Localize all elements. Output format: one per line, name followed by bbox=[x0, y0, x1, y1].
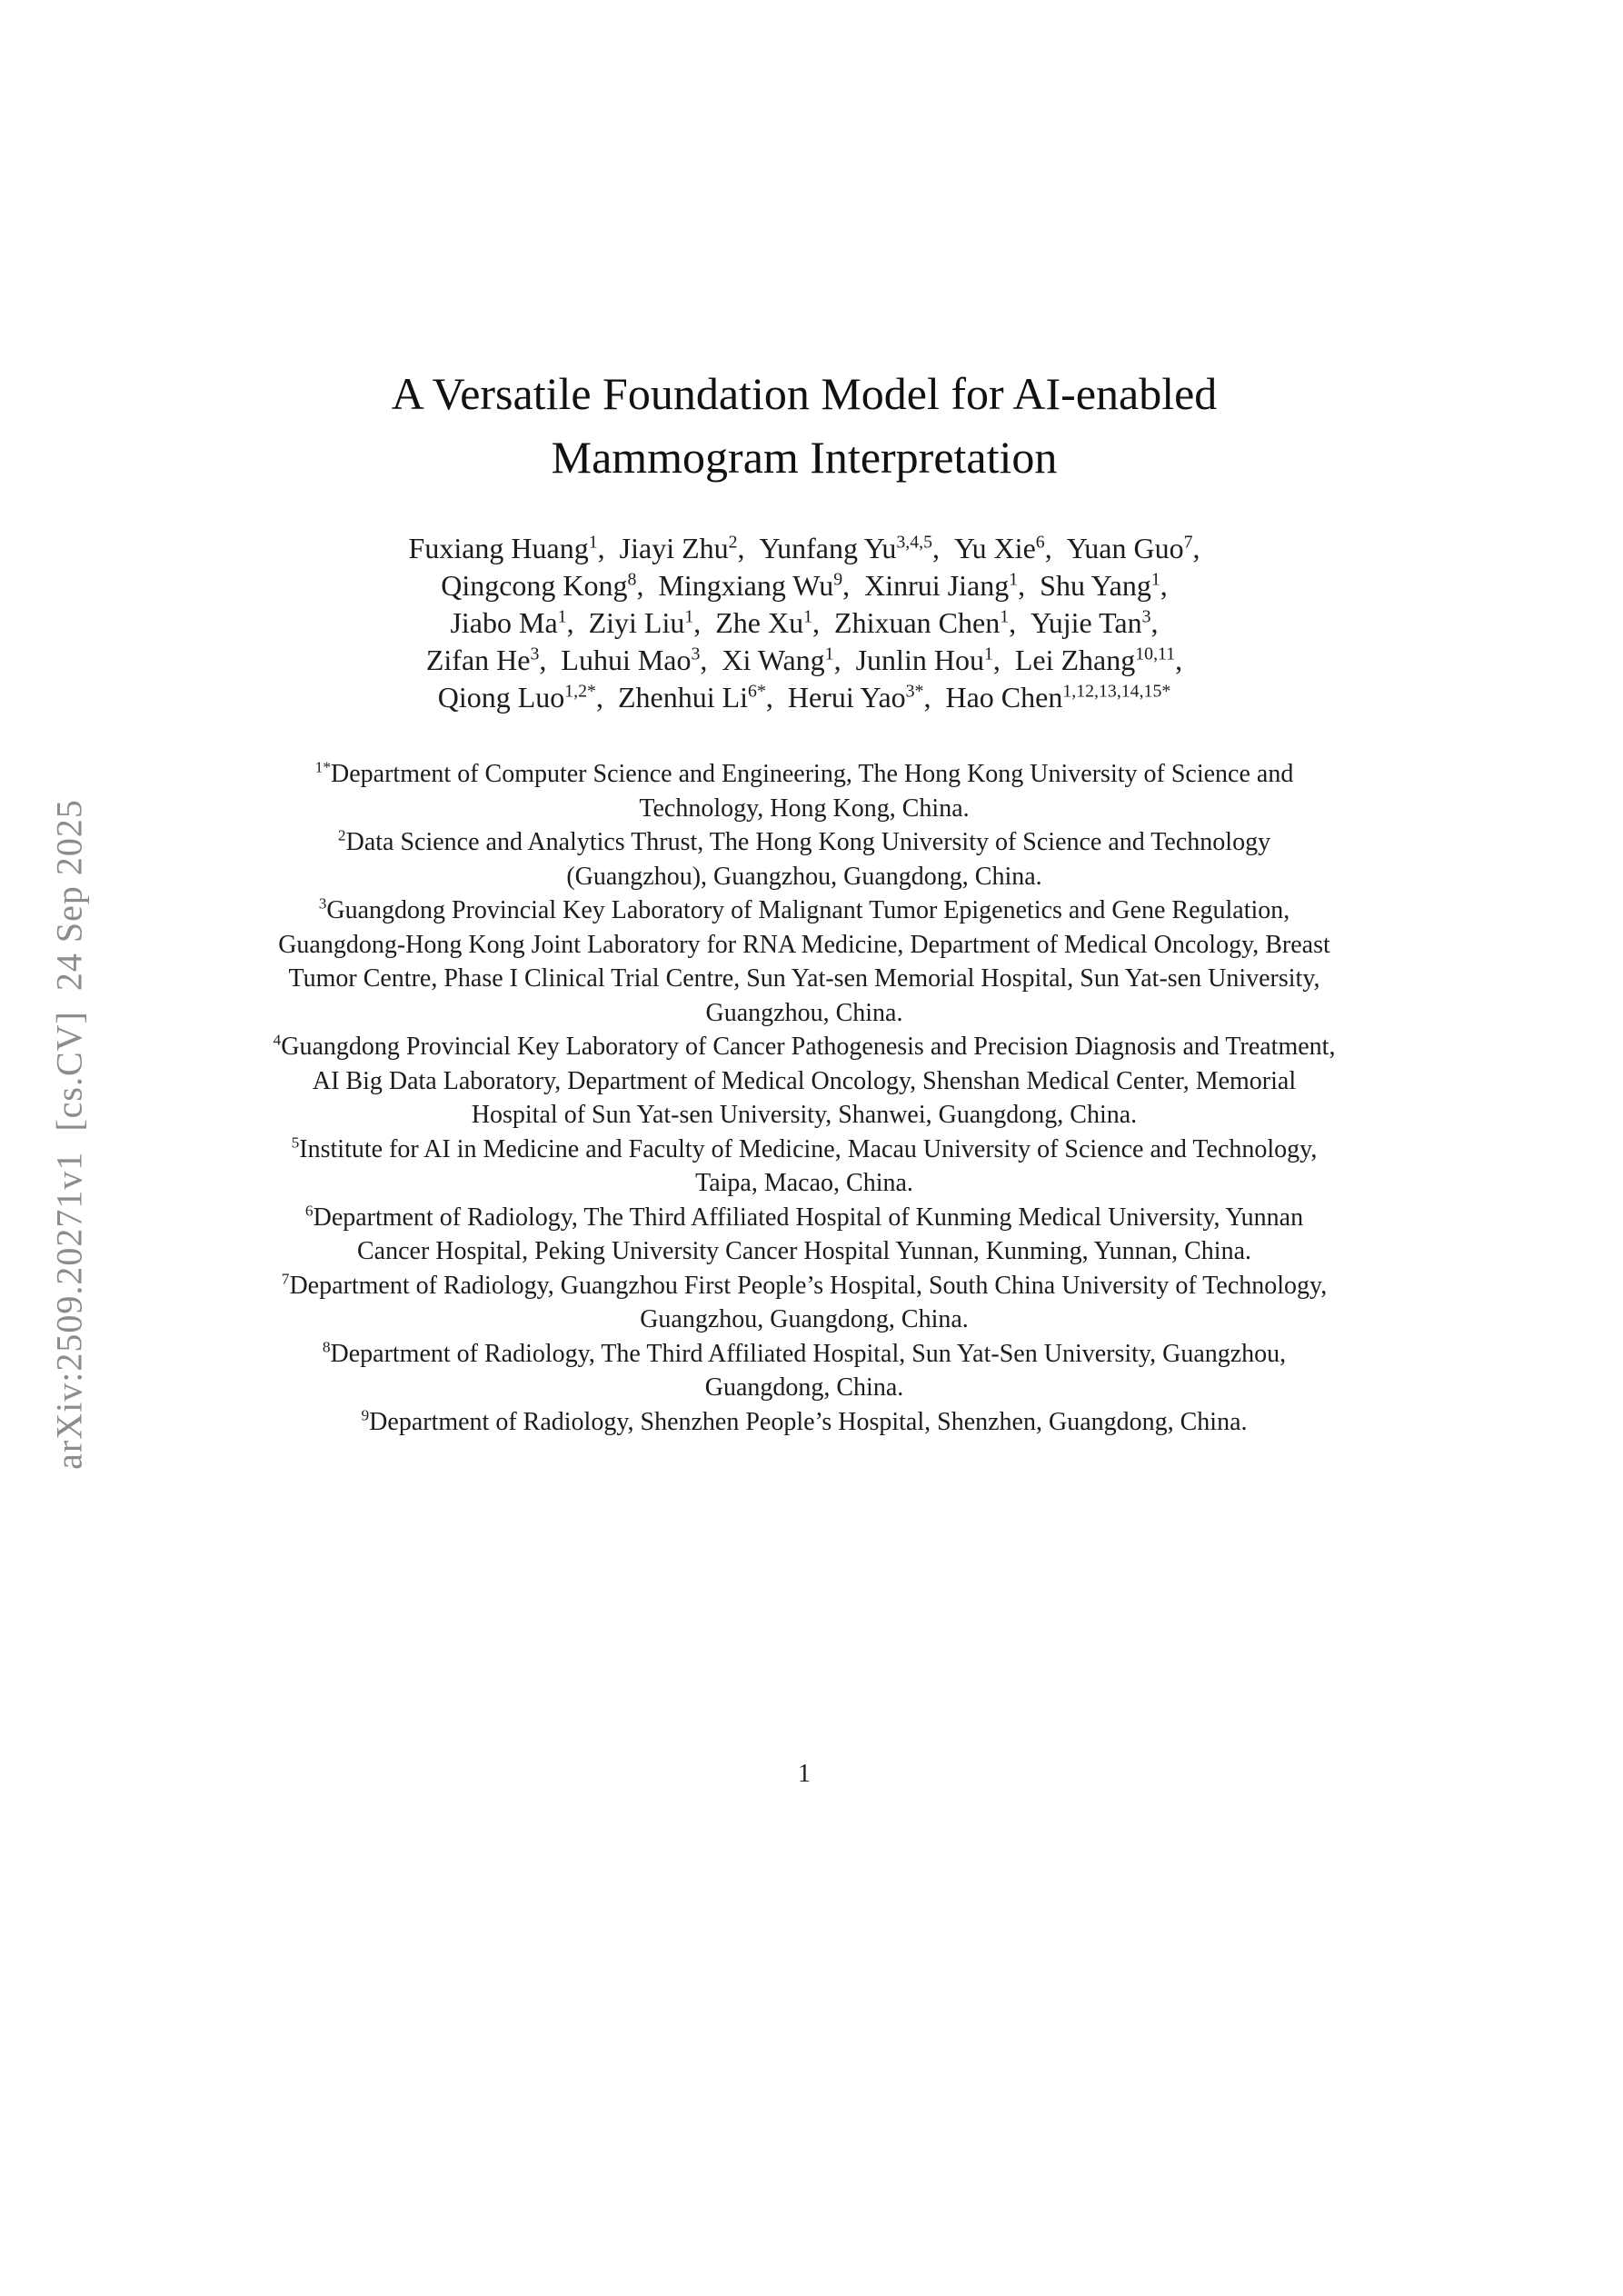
author-separator: , bbox=[992, 644, 1015, 676]
arxiv-stamp: arXiv:2509.20271v1 [cs.CV] 24 Sep 2025 bbox=[48, 799, 90, 1470]
author-name: Luhui Mao bbox=[561, 644, 692, 676]
author-separator: , bbox=[1009, 606, 1031, 639]
affiliation: $^3$Guangdong Provincial Key Laboratory of Malignant Tumor Epigenetics and Gene Regulation, Guangdong-Hong Kong Joint Laboratory for RNA Medicine, Department of Medical Oncology, Breast Tumor Centre, Phase I Clinical Trial Centre, Sun Yat-sen Memorial Hospital, Sun Yat-sen University, Guangzhou, China. bbox=[278, 894, 1330, 1027]
author-affiliation-marker: 8 bbox=[627, 569, 637, 590]
author-line bbox=[273, 567, 1336, 604]
author-affiliation-marker: 9 bbox=[833, 569, 843, 590]
affiliation: $^6$Department of Radiology, The Third Affiliated Hospital of Kunming Medical University, Yunnan Cancer Hospital, Peking University Cancer Hospital Yunnan, Kunming, Yunnan, China. bbox=[304, 1202, 1304, 1265]
author-separator: , bbox=[1018, 569, 1041, 602]
affiliation: $^2$Data Science and Analytics Thrust, The Hong Kong University of Science and Technology (Guangzhou), Guangzhou, Guangdong, China. bbox=[337, 826, 1271, 891]
affiliation: $^7$Department of Radiology, Guangzhou First People’s Hospital, South China University of Technology, Guangzhou, Guangdong, China. bbox=[281, 1270, 1328, 1333]
affiliation: $^{1*}$Department of Computer Science and Engineering, The Hong Kong University of Science and Technology, Hong Kong, China. bbox=[314, 758, 1294, 823]
author-affiliation-marker: 3 bbox=[1141, 606, 1151, 627]
affiliation-number: 4 bbox=[273, 1031, 282, 1049]
author-separator: , bbox=[597, 532, 620, 564]
author-name: Jiayi Zhu bbox=[619, 532, 729, 564]
affiliation-number: 9 bbox=[361, 1406, 370, 1424]
author-separator: , bbox=[737, 532, 760, 564]
author-name: Yujie Tan bbox=[1031, 606, 1142, 639]
author-separator: , bbox=[812, 606, 835, 639]
author-affiliation-marker: 1 bbox=[684, 606, 694, 627]
author-affiliation-marker: 6 bbox=[1035, 532, 1045, 553]
author-affiliation-marker: 3,4,5 bbox=[896, 532, 932, 553]
author-name: Qingcong Kong bbox=[441, 569, 628, 602]
author-separator: , bbox=[700, 644, 722, 676]
author-separator: , bbox=[566, 606, 589, 639]
page-number: 1 bbox=[798, 1760, 811, 1788]
affiliation-number: 3 bbox=[318, 894, 327, 913]
paper-title-line1: A Versatile Foundation Model for AI-enabled bbox=[391, 368, 1218, 419]
author-separator: , bbox=[923, 681, 946, 714]
affiliation-number: 5 bbox=[291, 1133, 300, 1152]
author-affiliation-marker: 1 bbox=[1009, 569, 1019, 590]
author-name: Zhe Xu bbox=[715, 606, 804, 639]
author-separator: , bbox=[842, 569, 865, 602]
author-name: Yuan Guo bbox=[1066, 532, 1184, 564]
author-affiliation-marker: 1 bbox=[983, 644, 993, 664]
author-name: Herui Yao bbox=[787, 681, 906, 714]
author-separator: , bbox=[539, 644, 562, 676]
author-name: Shu Yang bbox=[1040, 569, 1151, 602]
author-affiliation-marker: 2 bbox=[728, 532, 738, 553]
author-name: Zhixuan Chen bbox=[834, 606, 1001, 639]
author-affiliation-marker: 1 bbox=[1000, 606, 1010, 627]
author-separator: , bbox=[636, 569, 659, 602]
author-affiliation-marker: 6* bbox=[748, 681, 766, 702]
author-affiliation-marker: 3* bbox=[905, 681, 924, 702]
author-name: Fuxiang Huang bbox=[408, 532, 589, 564]
author-line bbox=[273, 642, 1336, 679]
paper-title bbox=[273, 362, 1336, 489]
author-separator: , bbox=[595, 681, 618, 714]
author-affiliation-marker: 7 bbox=[1183, 532, 1193, 553]
author-separator: , bbox=[1175, 644, 1183, 676]
affiliation: $^5$Institute for AI in Medicine and Faculty of Medicine, Macau University of Science and Technology, Taipa, Macao, China. bbox=[291, 1133, 1318, 1197]
author-name: Yunfang Yu bbox=[759, 532, 897, 564]
author-affiliation-marker: 10,11 bbox=[1135, 644, 1176, 664]
author-line bbox=[273, 679, 1336, 716]
author-name: Hao Chen bbox=[945, 681, 1063, 714]
affiliation-number: 8 bbox=[322, 1338, 331, 1356]
author-name: Jiabo Ma bbox=[450, 606, 558, 639]
author-affiliation-marker: 1 bbox=[1150, 569, 1160, 590]
author-affiliation-marker: 1,2* bbox=[564, 681, 596, 702]
affiliation-number: 6 bbox=[304, 1202, 314, 1220]
author-affiliation-marker: 1 bbox=[824, 644, 834, 664]
author-separator: , bbox=[693, 606, 716, 639]
paper-title-line2: Mammogram Interpretation bbox=[551, 432, 1058, 483]
author-name: Xi Wang bbox=[722, 644, 825, 676]
author-name: Yu Xie bbox=[954, 532, 1036, 564]
author-separator: , bbox=[833, 644, 856, 676]
author-affiliation-marker: 1,12,13,14,15* bbox=[1062, 681, 1171, 702]
author-separator: , bbox=[1160, 569, 1168, 602]
author-separator: , bbox=[1192, 532, 1200, 564]
affiliation: $^9$Department of Radiology, Shenzhen People’s Hospital, Shenzhen, Guangdong, China. bbox=[361, 1406, 1248, 1436]
affiliation: $^4$Guangdong Provincial Key Laboratory of Cancer Pathogenesis and Precision Diagnosis and Treatment, AI Big Data Laboratory, Department of Medical Oncology, Shenshan Medical Center, Memorial Hospital of Sun Yat-sen University, Shanwei, Guangdong, China. bbox=[273, 1031, 1336, 1129]
author-name: Zifan He bbox=[425, 644, 531, 676]
author-name: Mingxiang Wu bbox=[658, 569, 834, 602]
author-line bbox=[273, 604, 1336, 642]
author-affiliation-marker: 1 bbox=[803, 606, 813, 627]
author-separator: , bbox=[765, 681, 788, 714]
author-separator: , bbox=[932, 532, 954, 564]
author-affiliation-marker: 3 bbox=[530, 644, 540, 664]
affiliation-number: 7 bbox=[281, 1270, 290, 1288]
author-separator: , bbox=[1044, 532, 1067, 564]
affiliation-number: 1* bbox=[314, 758, 332, 776]
author-affiliation-marker: 1 bbox=[588, 532, 598, 553]
author-name: Xinrui Jiang bbox=[864, 569, 1010, 602]
author-name: Zhenhui Li bbox=[617, 681, 749, 714]
author-line bbox=[273, 530, 1336, 567]
author-affiliation-marker: 3 bbox=[691, 644, 701, 664]
author-separator: , bbox=[1150, 606, 1159, 639]
author-name: Junlin Hou bbox=[855, 644, 984, 676]
author-list bbox=[273, 530, 1336, 716]
affiliation-number: 2 bbox=[337, 826, 346, 844]
author-name: Qiong Luo bbox=[437, 681, 565, 714]
affiliation-list bbox=[273, 757, 1336, 1439]
author-name: Ziyi Liu bbox=[588, 606, 685, 639]
affiliation: $^8$Department of Radiology, The Third Affiliated Hospital, Sun Yat-Sen University, Guangzhou, Guangdong, China. bbox=[322, 1338, 1287, 1402]
author-name: Lei Zhang bbox=[1014, 644, 1136, 676]
author-affiliation-marker: 1 bbox=[557, 606, 567, 627]
